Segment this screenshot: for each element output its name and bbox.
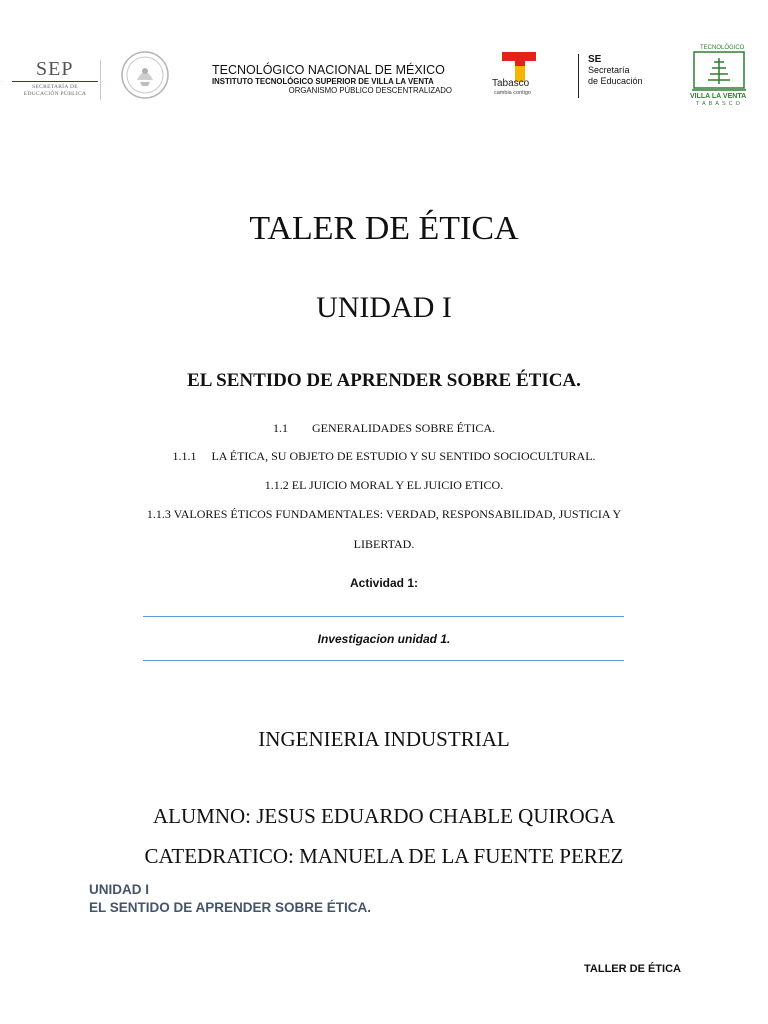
sep-logo-text: SEP (36, 58, 74, 80)
divider-bottom (143, 660, 624, 661)
tecnm-header (212, 63, 452, 95)
tabasco-slogan: cambia contigo (494, 90, 531, 96)
footer-page-label: TALLER DE ÉTICA (584, 963, 681, 975)
sep-separator (100, 60, 101, 100)
sep-subtitle: SECRETARÍA DE EDUCACIÓN PÚBLICA (23, 84, 87, 97)
se-logo (588, 54, 643, 87)
career-name: INGENIERIA INDUSTRIAL (258, 727, 510, 751)
unit-title: UNIDAD I (316, 291, 452, 324)
toc-item: 1.1.2 EL JUICIO MORAL Y EL JUICIO ETICO. (264, 478, 504, 492)
tecnm-institute: INSTITUTO TECNOLÓGICO SUPERIOR DE VILLA LA VENTA (212, 77, 434, 86)
footer-unit-subtitle: EL SENTIDO DE APRENDER SOBRE ÉTICA. (89, 900, 372, 915)
toc-item: 1.1 GENERALIDADES SOBRE ÉTICA. (273, 421, 495, 435)
document-title: TALER DE ÉTICA (249, 210, 519, 247)
itslv-top: TECNOLÓGICO (700, 45, 745, 51)
toc-item: 1.1.3 VALORES ÉTICOS FUNDAMENTALES: VERDAD, RESPONSABILIDAD, JUSTICIA Y (146, 507, 622, 521)
itslv-bottom: VILLA LA VENTA (690, 93, 747, 100)
tabasco-name: Tabasco (492, 78, 530, 89)
footer-unit (89, 881, 371, 917)
se-line1: Secretaría (588, 65, 630, 75)
sep-divider (12, 81, 98, 82)
footer-unit-title: UNIDAD I (89, 882, 149, 897)
investigation-label: Investigacion unidad 1. (317, 632, 451, 646)
divider-top (143, 616, 624, 617)
tecnm-title: TECNOLÓGICO NACIONAL DE MÉXICO (212, 63, 445, 77)
se-line2: de Educación (588, 76, 643, 86)
se-abbr: SE (588, 54, 602, 65)
unit-subtitle: EL SENTIDO DE APRENDER SOBRE ÉTICA. (187, 370, 581, 391)
national-seal-icon (120, 50, 170, 100)
activity-label: Actividad 1: (349, 576, 418, 590)
itslv-state: TABASCO (696, 101, 743, 107)
toc-item: LIBERTAD. (353, 537, 415, 551)
se-bar (578, 54, 579, 98)
tecnm-organism: ORGANISMO PÚBLICO DESCENTRALIZADO (288, 86, 452, 95)
teacher-name: CATEDRATICO: MANUELA DE LA FUENTE PEREZ (144, 844, 624, 868)
toc-item: 1.1.1 LA ÉTICA, SU OBJETO DE ESTUDIO Y SU SENTIDO SOCIOCULTURAL. (172, 449, 596, 463)
student-name: ALUMNO: JESUS EDUARDO CHABLE QUIROGA (152, 804, 615, 828)
